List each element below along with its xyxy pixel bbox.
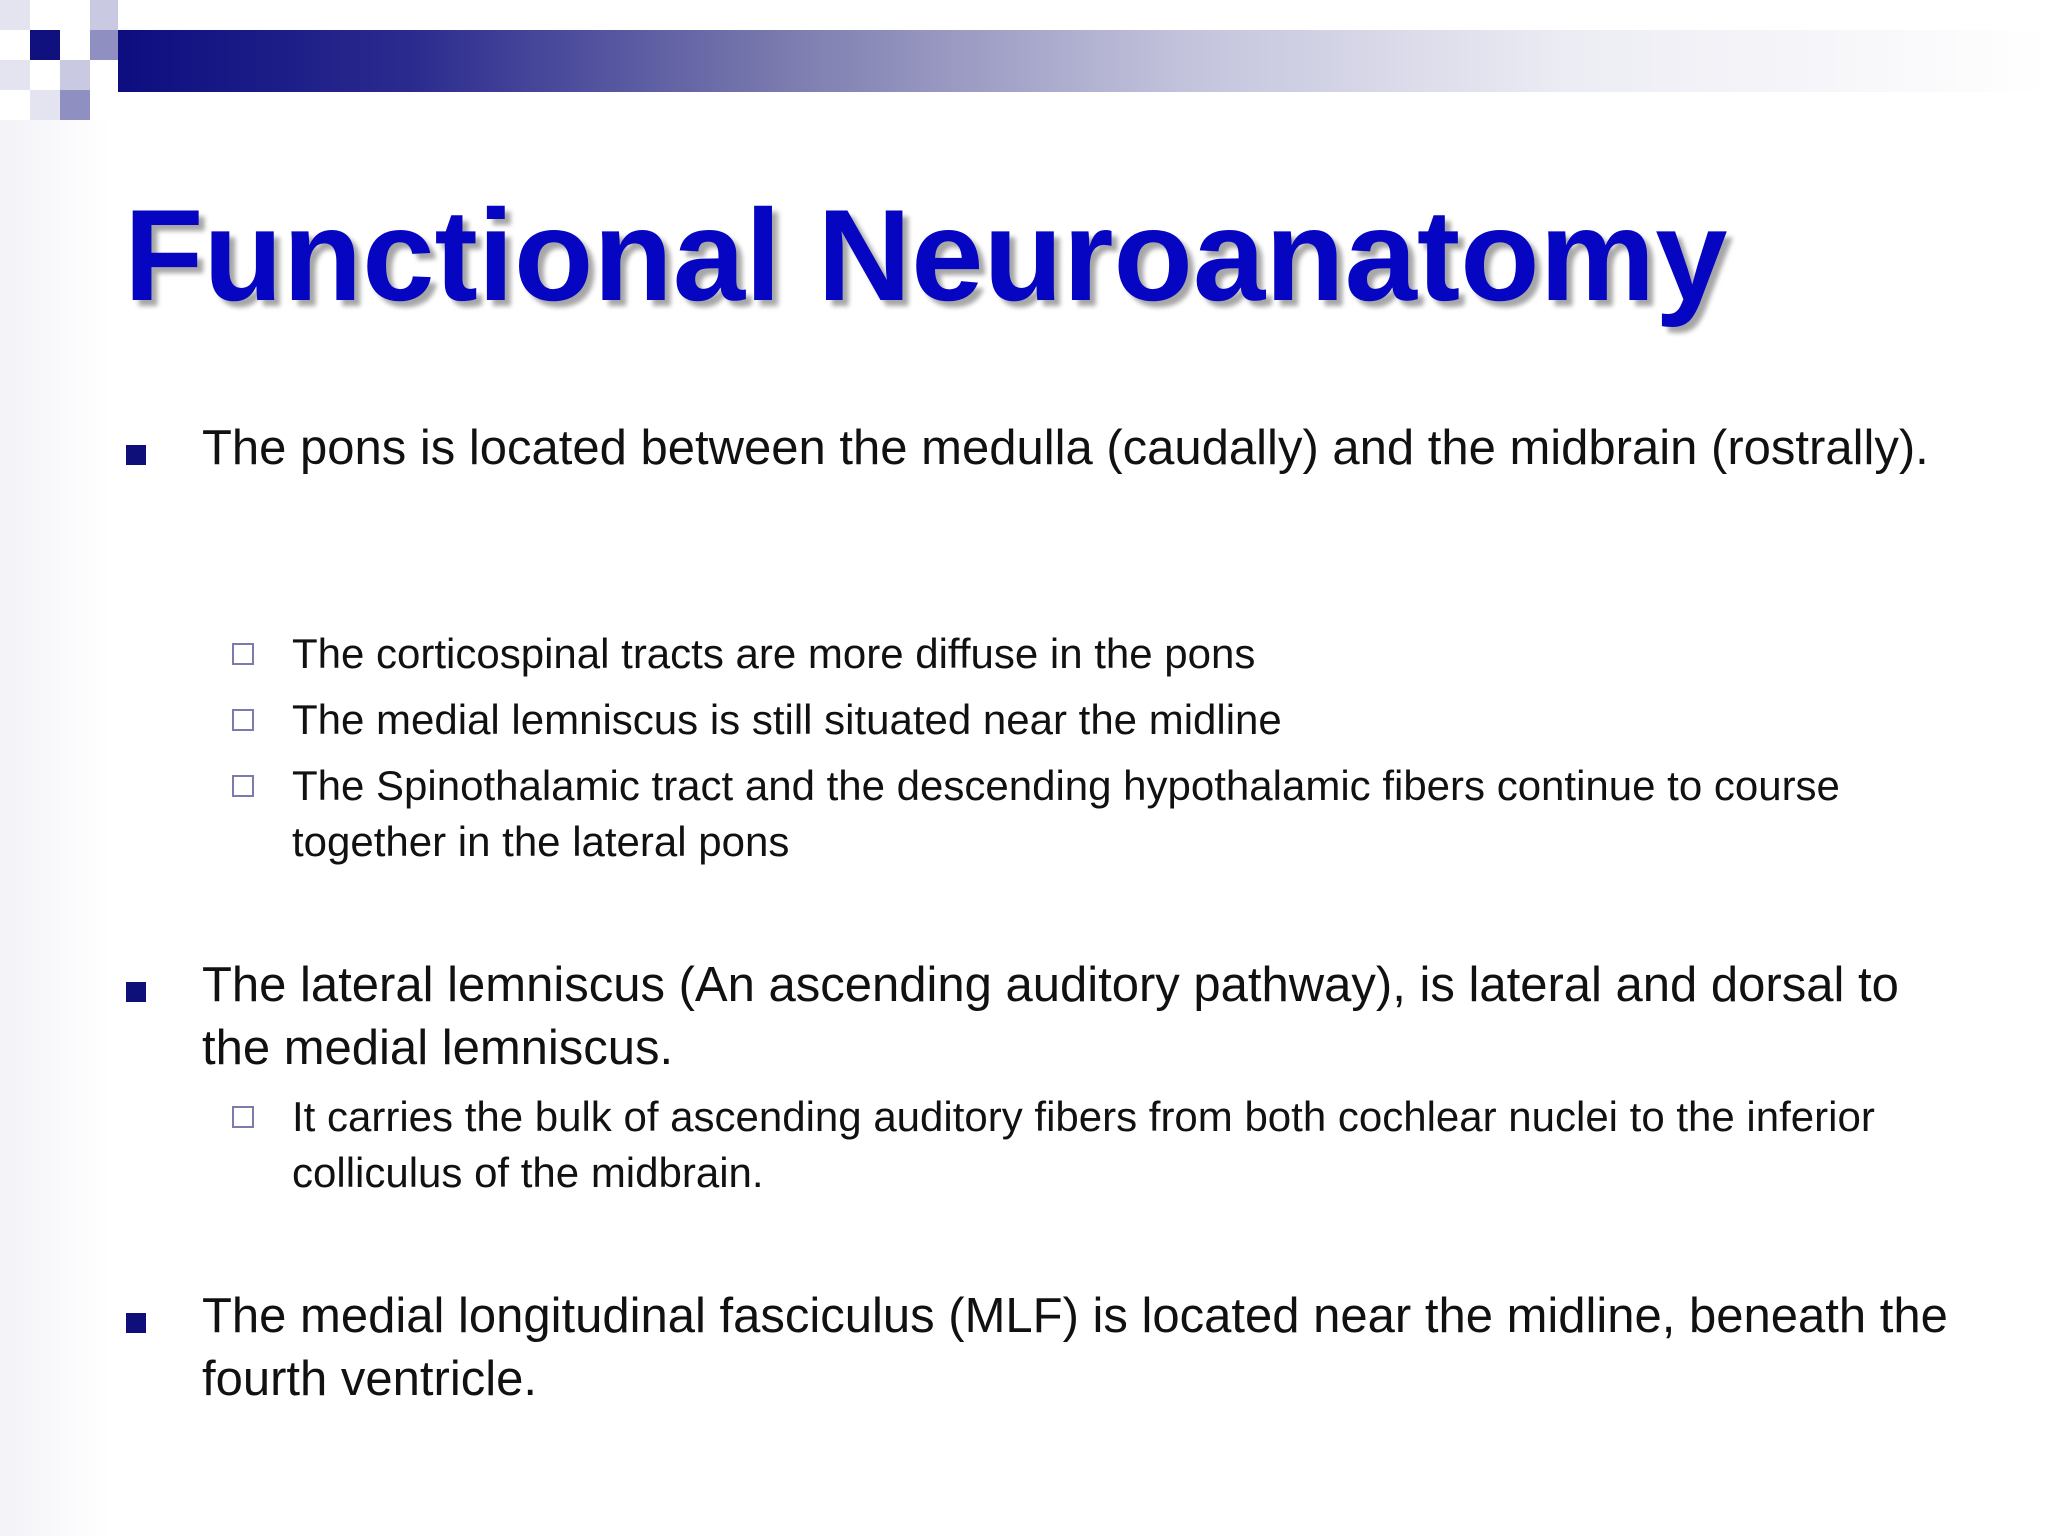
header-square-decoration (90, 0, 118, 30)
bullet-2-text: The lateral lemniscus (An ascending auditory pathway), is lateral and dorsal to the medial lemniscus. (202, 958, 1899, 1075)
hollow-square-bullet-icon (232, 643, 254, 665)
header-square-decoration (30, 90, 60, 120)
bullet-3-text: The medial longitudinal fasciculus (MLF) is located near the midline, beneath the fourth ventricle. (202, 1289, 1948, 1406)
bullet-2-sub-1-text: It carries the bulk of ascending auditory fibers from both cochlear nuclei to the inferior colliculus of the midbrain. (292, 1093, 1875, 1196)
left-edge-gradient (0, 120, 110, 1536)
filled-square-bullet-icon (126, 445, 146, 465)
bullet-1-sub-3-text: The Spinothalamic tract and the descending hypothalamic fibers continue to course together in the lateral pons (292, 762, 1840, 865)
header-square-decoration (90, 30, 118, 60)
bullet-1-text: The pons is located between the medulla (caudally) and the midbrain (rostrally). (202, 421, 1929, 475)
header-square-decoration (60, 90, 90, 120)
header-square-decoration (0, 60, 30, 90)
hollow-square-bullet-icon (232, 1106, 254, 1128)
header-square-decoration (60, 60, 90, 90)
bullet-1-sub-1-text: The corticospinal tracts are more diffuse in the pons (292, 630, 1256, 677)
header-square-decoration (0, 0, 30, 30)
header-gradient-bar (118, 30, 2048, 92)
bullet-1-sub-2-text: The medial lemniscus is still situated near the midline (292, 696, 1282, 743)
hollow-square-bullet-icon (232, 775, 254, 797)
filled-square-bullet-icon (126, 1313, 146, 1333)
filled-square-bullet-icon (126, 982, 146, 1002)
hollow-square-bullet-icon (232, 709, 254, 731)
header-square-decoration (30, 30, 60, 60)
slide-title: Functional Neuroanatomy (124, 182, 1728, 328)
